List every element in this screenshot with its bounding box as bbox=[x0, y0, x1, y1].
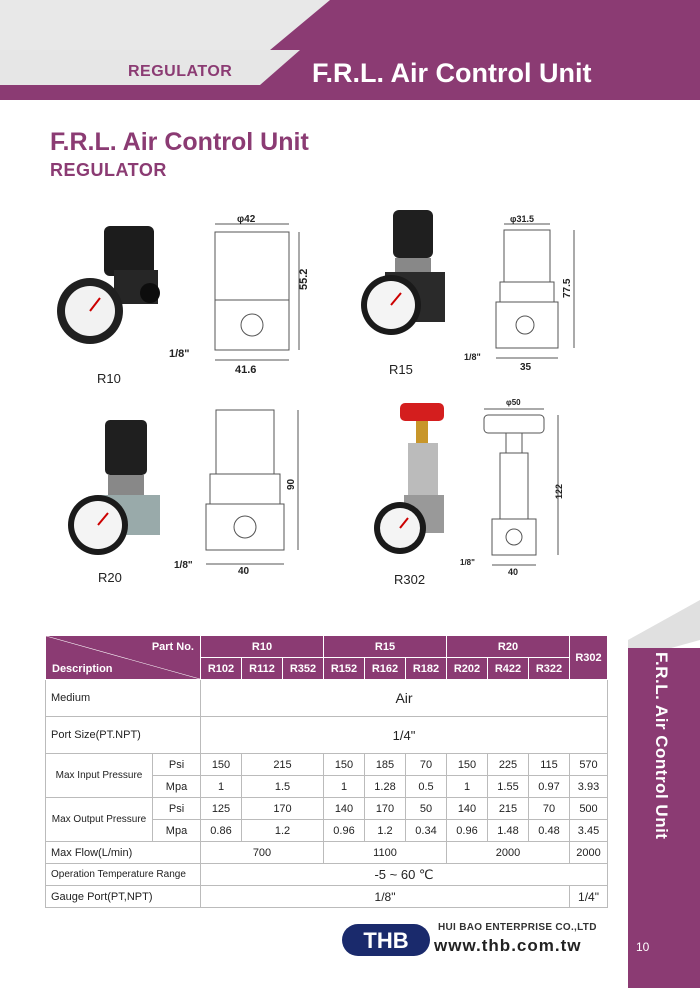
cell: 1 bbox=[201, 776, 242, 798]
row-label: Max Input Pressure bbox=[46, 754, 153, 798]
group-header: R15 bbox=[324, 636, 447, 658]
part-header: R202 bbox=[447, 658, 488, 680]
row-label: Max Flow(L/min) bbox=[46, 842, 201, 864]
part-header: R152 bbox=[324, 658, 365, 680]
product-model-label: R10 bbox=[97, 371, 121, 386]
group-header: R302 bbox=[570, 636, 608, 680]
corner-part-label: Part No. bbox=[151, 641, 194, 653]
cell: 1 bbox=[324, 776, 365, 798]
product-model-label: R302 bbox=[394, 572, 426, 587]
dim-label: 1/8" bbox=[460, 558, 475, 567]
cell: 215 bbox=[488, 798, 529, 820]
cell: 115 bbox=[529, 754, 570, 776]
r20-photo bbox=[60, 415, 170, 565]
product-model-label: R20 bbox=[98, 570, 122, 585]
cell: 0.34 bbox=[406, 820, 447, 842]
cell: 225 bbox=[488, 754, 529, 776]
cell: 0.86 bbox=[201, 820, 242, 842]
dim-label: 40 bbox=[238, 566, 250, 577]
corner-desc-label: Description bbox=[52, 663, 113, 675]
table-corner-cell bbox=[46, 636, 201, 680]
r20-dimension-drawing bbox=[174, 402, 310, 577]
company-url[interactable]: www.thb.com.tw bbox=[434, 936, 582, 955]
product-model-label: R15 bbox=[389, 362, 413, 377]
part-header: R102 bbox=[201, 658, 242, 680]
cell: 185 bbox=[365, 754, 406, 776]
cell: 150 bbox=[447, 754, 488, 776]
dim-label: 90 bbox=[286, 478, 297, 490]
dim-label: φ31.5 bbox=[510, 214, 534, 224]
row-label: Gauge Port(PT,NPT) bbox=[46, 886, 201, 908]
cell: 1 bbox=[447, 776, 488, 798]
table-row bbox=[46, 717, 608, 754]
svg-text:THB: THB bbox=[363, 928, 409, 953]
cell: 150 bbox=[324, 754, 365, 776]
cell: 500 bbox=[570, 798, 608, 820]
cell: 3.45 bbox=[570, 820, 608, 842]
cell: 0.96 bbox=[447, 820, 488, 842]
cell: 0.5 bbox=[406, 776, 447, 798]
cell: 1/4" bbox=[201, 717, 608, 754]
table-row bbox=[46, 754, 608, 776]
header-section-label: REGULATOR bbox=[128, 63, 233, 80]
part-header: R322 bbox=[529, 658, 570, 680]
company-name: HUI BAO ENTERPRISE CO.,LTD bbox=[438, 922, 597, 933]
dim-label: φ50 bbox=[506, 398, 521, 407]
cell: 0.96 bbox=[324, 820, 365, 842]
r10-photo bbox=[52, 218, 172, 348]
dim-label: 1/8" bbox=[174, 560, 193, 571]
part-header: R352 bbox=[283, 658, 324, 680]
cell: 140 bbox=[447, 798, 488, 820]
dim-label: 77.5 bbox=[562, 278, 573, 298]
spec-table bbox=[45, 635, 608, 908]
cell: 1.2 bbox=[242, 820, 324, 842]
table-row bbox=[46, 842, 608, 864]
cell: 700 bbox=[201, 842, 324, 864]
r15-dimension-drawing bbox=[464, 210, 590, 375]
unit-label: Psi bbox=[153, 798, 201, 820]
header-title: F.R.L. Air Control Unit bbox=[312, 58, 592, 88]
cell: 1.48 bbox=[488, 820, 529, 842]
dim-label: 1/8" bbox=[169, 348, 190, 360]
cell: 70 bbox=[529, 798, 570, 820]
cell: 0.48 bbox=[529, 820, 570, 842]
page-subtitle: REGULATOR bbox=[50, 160, 167, 180]
r15-photo bbox=[355, 205, 455, 355]
dim-label: φ42 bbox=[237, 214, 256, 225]
page-number: 10 bbox=[636, 940, 650, 954]
cell: 1.5 bbox=[242, 776, 324, 798]
table-row bbox=[46, 680, 608, 717]
unit-label: Mpa bbox=[153, 776, 201, 798]
part-header: R112 bbox=[242, 658, 283, 680]
part-header: R162 bbox=[365, 658, 406, 680]
row-label: Operation Temperature Range bbox=[46, 864, 201, 886]
cell: 70 bbox=[406, 754, 447, 776]
cell: 1100 bbox=[324, 842, 447, 864]
cell: 570 bbox=[570, 754, 608, 776]
table-row bbox=[46, 798, 608, 820]
part-header: R182 bbox=[406, 658, 447, 680]
group-header: R20 bbox=[447, 636, 570, 658]
cell: 150 bbox=[201, 754, 242, 776]
cell: 1.55 bbox=[488, 776, 529, 798]
unit-label: Psi bbox=[153, 754, 201, 776]
thb-logo bbox=[342, 924, 430, 956]
cell: 1/4" bbox=[570, 886, 608, 908]
dim-label: 55.2 bbox=[298, 268, 310, 290]
part-header: R422 bbox=[488, 658, 529, 680]
row-label: Medium bbox=[46, 680, 201, 717]
cell: 140 bbox=[324, 798, 365, 820]
page-title: F.R.L. Air Control Unit bbox=[50, 128, 309, 156]
cell: 1.28 bbox=[365, 776, 406, 798]
row-label: Port Size(PT.NPT) bbox=[46, 717, 201, 754]
cell: 125 bbox=[201, 798, 242, 820]
unit-label: Mpa bbox=[153, 820, 201, 842]
dim-label: 122 bbox=[554, 483, 564, 499]
cell: 2000 bbox=[570, 842, 608, 864]
r302-dimension-drawing bbox=[462, 395, 582, 580]
table-group-row bbox=[46, 636, 608, 658]
dim-label: 1/8" bbox=[464, 352, 481, 362]
cell: Air bbox=[201, 680, 608, 717]
cell: -5 ~ 60 ℃ bbox=[201, 864, 608, 886]
table-row bbox=[46, 864, 608, 886]
r302-photo bbox=[370, 398, 460, 568]
group-header: R10 bbox=[201, 636, 324, 658]
cell: 215 bbox=[242, 754, 324, 776]
dim-label: 41.6 bbox=[235, 364, 257, 376]
row-label: Max Output Pressure bbox=[46, 798, 153, 842]
cell: 170 bbox=[242, 798, 324, 820]
cell: 0.97 bbox=[529, 776, 570, 798]
cell: 1.2 bbox=[365, 820, 406, 842]
cell: 2000 bbox=[447, 842, 570, 864]
cell: 1/8" bbox=[201, 886, 570, 908]
dim-label: 35 bbox=[520, 362, 532, 373]
cell: 170 bbox=[365, 798, 406, 820]
side-band-text: F.R.L. Air Control Unit bbox=[652, 652, 671, 840]
cell: 50 bbox=[406, 798, 447, 820]
cell: 3.93 bbox=[570, 776, 608, 798]
r10-dimension-drawing bbox=[169, 212, 325, 377]
table-row bbox=[46, 886, 608, 908]
dim-label: 40 bbox=[508, 567, 519, 577]
